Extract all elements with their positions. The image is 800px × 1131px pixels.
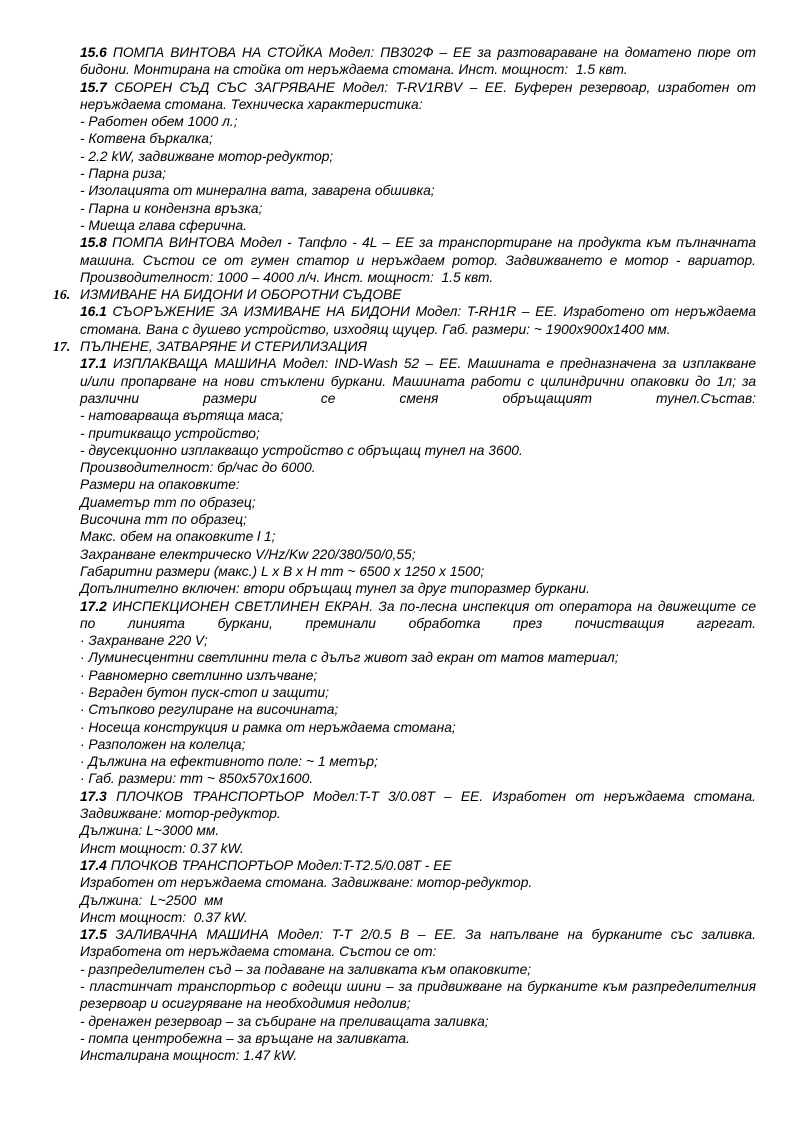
text-line: [80, 113, 756, 130]
line-text: Инсталирана мощност: 1.47 kW.: [80, 1048, 298, 1064]
line-text: ИНСПЕКЦИОНЕН СВЕТЛИНЕН ЕКРАН. За по-лесна инспекция от оператора на движещите се: [106, 598, 756, 614]
text-line: [80, 840, 756, 857]
line-text: · Разположен на колелца;: [80, 736, 246, 752]
text-line: [80, 148, 756, 165]
line-text: ПОМПА ВИНТОВА Модел - Тапфло - 4L – ЕЕ за транспортиране на продукта към пълначната: [106, 235, 756, 251]
line-text: Изработен от неръждаема стомана. Задвижване: мотор-редуктор.: [80, 875, 533, 891]
text-line: [80, 96, 756, 113]
list-number: 16.: [53, 287, 71, 303]
item-number: 17.5: [80, 927, 107, 943]
text-line: [80, 649, 756, 666]
text-line: [80, 684, 756, 701]
line-text: Задвижване: мотор-редуктор.: [80, 806, 281, 822]
text-line: [80, 390, 756, 407]
text-line: [80, 892, 756, 909]
line-text: стомана. Вана с душево устройство, изходящ щуцер. Габ. размери: ~ 1900х900х1400 мм.: [80, 321, 671, 337]
text-line: [80, 511, 756, 528]
text-line: [80, 165, 756, 182]
text-line: [80, 615, 756, 632]
line-text: Инст мощност: 0.37 kW.: [80, 840, 244, 856]
text-line: [80, 753, 756, 770]
line-text: - Парна и кондензна връзка;: [80, 200, 263, 216]
line-text: · Вграден бутон пуск-стоп и защити;: [80, 684, 329, 700]
line-text: - помпа центробежна – за връщане на заливката.: [80, 1030, 410, 1046]
text-line: [80, 269, 756, 286]
text-line: [53, 338, 756, 355]
line-text: · Дължина на ефективното поле: ~ 1 метър;: [80, 754, 378, 770]
item-number: 15.6: [80, 45, 107, 60]
item-number: 15.7: [80, 79, 107, 95]
item-number: 16.1: [80, 304, 107, 320]
line-text: - Работен обем 1000 л.;: [80, 114, 238, 130]
line-text: - 2.2 kW, задвижване мотор-редуктор;: [80, 148, 334, 164]
text-line: [80, 373, 756, 390]
text-line: [80, 321, 756, 338]
item-number: 15.8: [80, 235, 107, 251]
text-line: [80, 1030, 756, 1047]
text-line: [80, 995, 756, 1012]
text-line: [80, 667, 756, 684]
text-line: [80, 874, 756, 891]
text-line: [80, 961, 756, 978]
line-text: резервоар и осигуряване на необходимия недолив;: [80, 996, 411, 1012]
line-text: бидони. Монтирана на стойка от неръждаема стомана. Инст. мощност: 1.5 квт.: [80, 62, 628, 78]
text-line: [80, 736, 756, 753]
text-line: [80, 44, 756, 61]
line-text: ПОМПА ВИНТОВА НА СТОЙКА Модел: ПВ302Ф – ЕЕ за разтовараване на доматено пюре от: [106, 45, 756, 60]
text-line: [80, 303, 756, 320]
line-text: - Изолацията от минерална вата, заварена обшивка;: [80, 183, 435, 199]
line-text: - пластинчат транспортьор с водещи шини – за придвижване на бурканите към разпределителния: [80, 979, 756, 995]
line-text: СБОРЕН СЪД СЪС ЗАГРЯВАНЕ Модел: T-RV1RBV – ЕЕ. Буферен резервоар, изработен от: [106, 79, 756, 95]
text-line: [80, 701, 756, 718]
item-number: 17.2: [80, 598, 107, 614]
text-line: [80, 425, 756, 442]
text-line: [80, 563, 756, 580]
text-line: [80, 719, 756, 736]
text-line: [80, 926, 756, 943]
item-number: 17.1: [80, 356, 107, 372]
line-text: - натоварваща въртяща маса;: [80, 408, 284, 424]
line-text: - двусекционно изплакващо устройство с обръщащ тунел на 3600.: [80, 442, 523, 458]
line-text: - разпределителен съд – за подаване на заливката към опаковките;: [80, 961, 532, 977]
line-text: ПЛОЧКОВ ТРАНСПОРТЬОР Модел:T-T 3/0.08T – ЕЕ. Изработен от неръждаема стомана.: [106, 788, 756, 804]
line-text: машина. Състои се от гумен статор и неръждаем ротор. Задвижването е мотор - вариатор.: [80, 252, 756, 268]
document-content: [53, 44, 756, 1065]
text-line: [80, 909, 756, 926]
text-line: [80, 79, 756, 96]
line-text: ИЗПЛАКВАЩА МАШИНА Модел: IND-Wash 52 – ЕЕ. Машината е предназначена за изплакване: [106, 356, 756, 372]
text-line: [80, 546, 756, 563]
text-line: [80, 252, 756, 269]
line-text: Диаметър mm по образец;: [80, 494, 256, 510]
line-text: - Миеща глава сферична.: [80, 217, 248, 233]
text-line: [80, 528, 756, 545]
line-text: · Луминесцентни светлинни тела с дълъг живот зад екран от матов материал;: [80, 650, 619, 666]
text-line: [80, 770, 756, 787]
line-text: · Носеща конструкция и рамка от неръждаема стомана;: [80, 719, 456, 735]
line-text: - Парна риза;: [80, 166, 166, 182]
line-text: ИЗМИВАНЕ НА БИДОНИ И ОБОРОТНИ СЪДОВЕ: [80, 287, 402, 303]
text-line: [80, 476, 756, 493]
line-text: · Стъпково регулиране на височината;: [80, 702, 339, 718]
line-text: ЗАЛИВАЧНА МАШИНА Модел: T-T 2/0.5 В – ЕЕ. За напълване на бурканите със заливка.: [106, 927, 756, 943]
text-line: [80, 943, 756, 960]
text-line: [80, 805, 756, 822]
line-text: Макс. обем на опаковките l 1;: [80, 529, 276, 545]
text-line: [80, 632, 756, 649]
text-line: [80, 580, 756, 597]
line-text: - Котвена бъркалка;: [80, 131, 213, 147]
line-text: Височина mm по образец;: [80, 512, 247, 528]
line-text: различни размери се сменя обръщащият тунел.Състав:: [80, 390, 756, 406]
text-line: [80, 182, 756, 199]
text-line: [80, 61, 756, 78]
text-line: [80, 407, 756, 424]
line-text: Инст мощност: 0.37 kW.: [80, 909, 248, 925]
line-text: Изработена от неръждаема стомана. Състои се от:: [80, 944, 437, 960]
text-line: [80, 130, 756, 147]
text-line: [80, 788, 756, 805]
line-text: неръждаема стомана. Техническа характеристика:: [80, 96, 423, 112]
list-number: 17.: [53, 339, 71, 355]
text-line: [80, 355, 756, 372]
line-text: СЪОРЪЖЕНИЕ ЗА ИЗМИВАНЕ НА БИДОНИ Модел: T-RH1R – ЕЕ. Изработено от неръждаема: [106, 304, 756, 320]
line-text: Габаритни размери (макс.) L х В х Н mm ~ 6500 х 1250 х 1500;: [80, 563, 485, 579]
line-text: - притикващо устройство;: [80, 425, 260, 441]
line-text: ПЛОЧКОВ ТРАНСПОРТЬОР Модел:T-T2.5/0.08T - ЕЕ: [106, 857, 452, 873]
line-text: · Габ. размери: mm ~ 850х570х1600.: [80, 771, 314, 787]
text-line: [80, 978, 756, 995]
text-line: [80, 234, 756, 251]
text-line: [80, 1047, 756, 1064]
line-text: Захранване електрическо V/Hz/Kw 220/380/50/0,55;: [80, 546, 416, 562]
line-text: · Захранване 220 V;: [80, 633, 208, 649]
line-text: Производителност: 1000 – 4000 л/ч. Инст. мощност: 1.5 квт.: [80, 269, 494, 285]
line-text: по линията буркани, преминали обработка през почистващия агрегат.: [80, 615, 756, 631]
item-number: 17.3: [80, 788, 107, 804]
text-line: [80, 598, 756, 615]
line-text: и/или пропарване на нови стъклени буркани. Машината работи с цилиндрични опаковки до 1л; за: [80, 373, 756, 389]
text-line: [80, 1013, 756, 1030]
text-line: [80, 857, 756, 874]
line-text: Дължина: L~3000 мм.: [80, 823, 220, 839]
text-line: [80, 217, 756, 234]
item-number: 17.4: [80, 857, 107, 873]
text-line: [80, 200, 756, 217]
text-line: [80, 442, 756, 459]
line-text: Размери на опаковките:: [80, 477, 240, 493]
line-text: ПЪЛНЕНЕ, ЗАТВАРЯНЕ И СТЕРИЛИЗАЦИЯ: [80, 339, 367, 355]
line-text: Производителност: бр/час до 6000.: [80, 460, 316, 476]
line-text: - дренажен резервоар – за събиране на преливащата заливка;: [80, 1013, 489, 1029]
text-line: [80, 459, 756, 476]
text-line: [80, 822, 756, 839]
text-line: [80, 494, 756, 511]
line-text: · Равномерно светлинно излъчване;: [80, 667, 318, 683]
line-text: Дължина: L~2500 мм: [80, 892, 224, 908]
text-line: [53, 286, 756, 303]
line-text: Допълнително включен: втори обръщащ тунел за друг типоразмер буркани.: [80, 581, 590, 597]
